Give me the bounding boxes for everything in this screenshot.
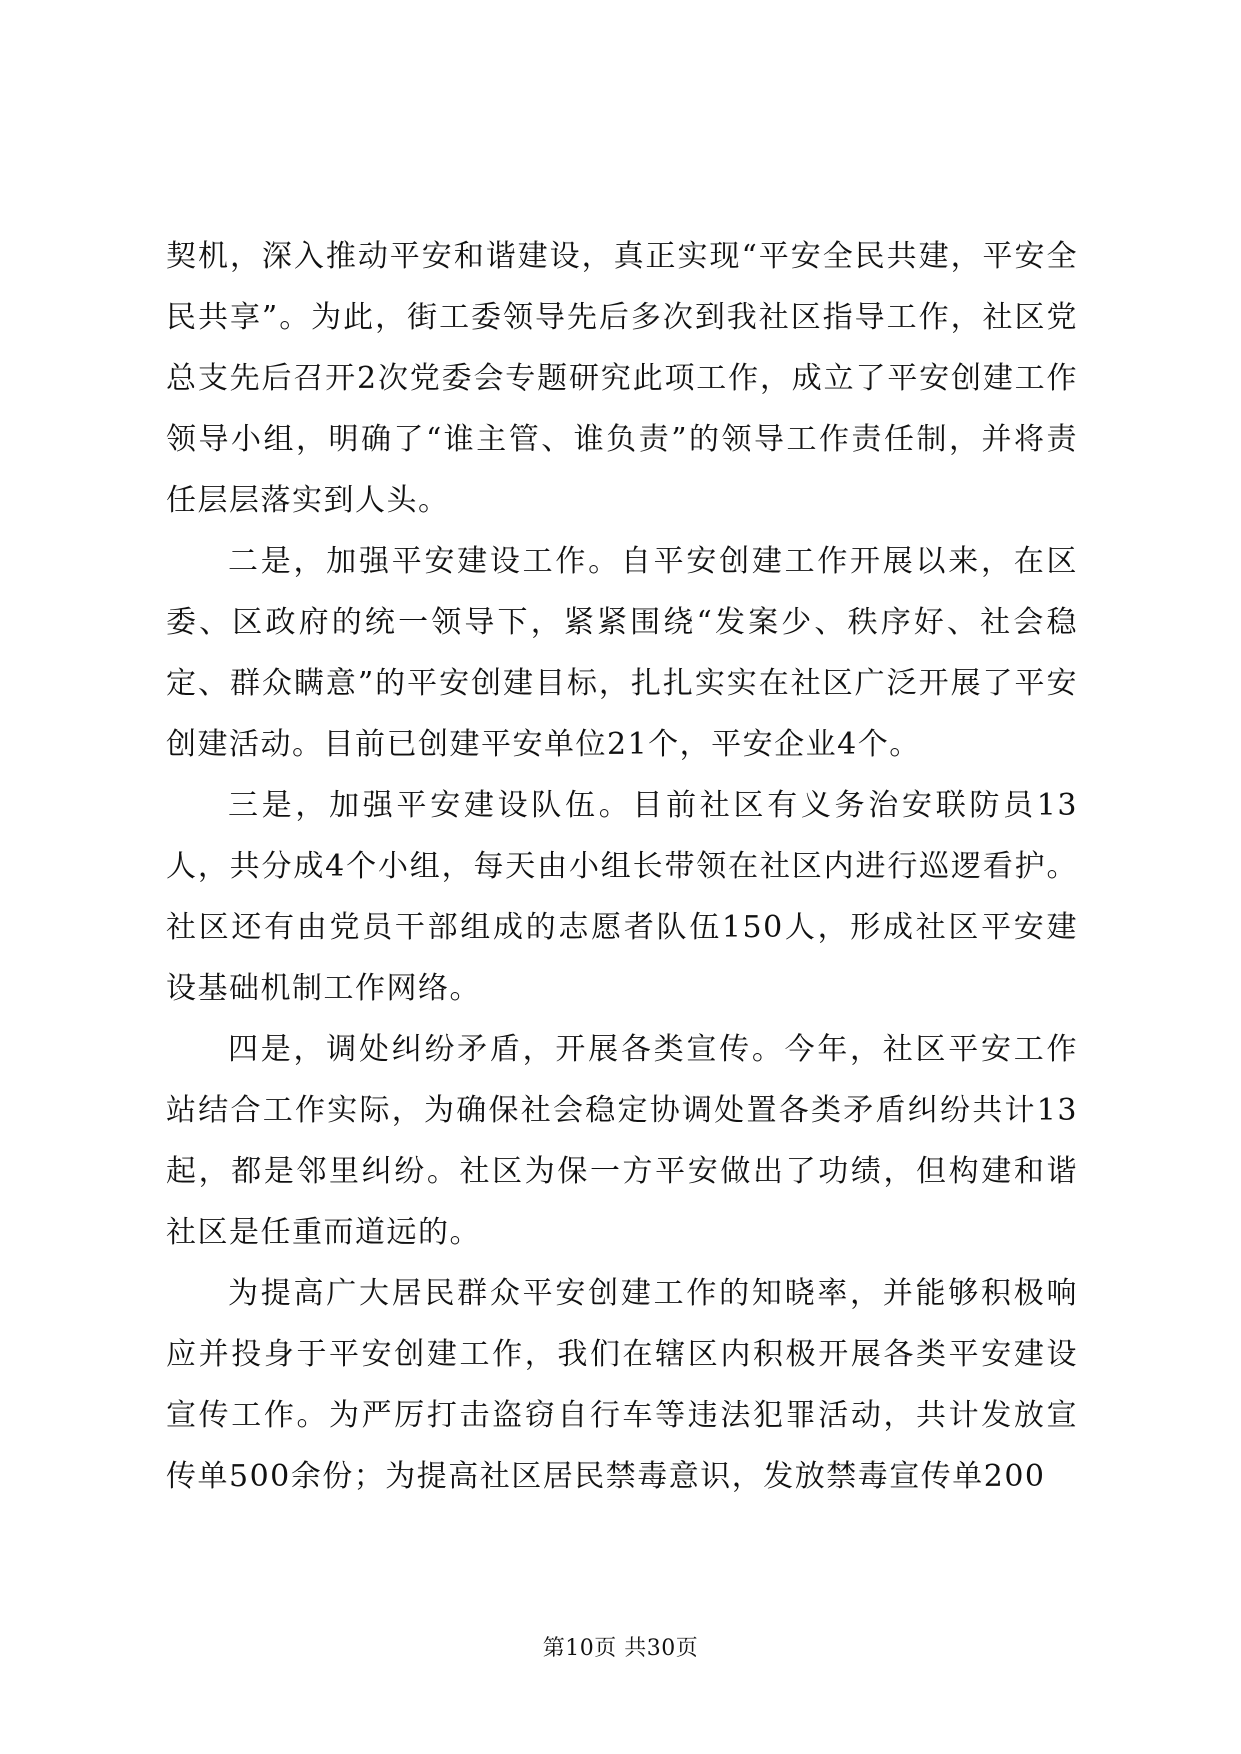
page-number-footer: 第10页 共30页 xyxy=(542,1636,699,1661)
document-body xyxy=(166,226,1078,1507)
paragraph-continuation: 契机，深入推动平安和谐建设，真正实现“平安全民共建，平安全民共享”。为此，街工委领导先后多次到我社区指导工作，社区党总支先后召开2次党委会专题研究此项工作，成立了平安创建工作领导小组，明确了“谁主管、谁负责”的领导工作责任制，并将责任层层落实到人头。 xyxy=(166,239,1078,518)
paragraph-publicity: 为提高广大居民群众平安创建工作的知晓率，并能够积极响应并投身于平安创建工作，我们在辖区内积极开展各类平安建设宣传工作。为严厉打击盗窃自行车等违法犯罪活动，共计发放宣传单500余份；为提高社区居民禁毒意识，发放禁毒宣传单200 xyxy=(166,1276,1078,1494)
paragraph-item-four: 四是，调处纠纷矛盾，开展各类宣传。今年，社区平安工作站结合工作实际，为确保社会稳定协调处置各类矛盾纠纷共计13起，都是邻里纠纷。社区为保一方平安做出了功绩，但构建和谐社区是任重而道远的。 xyxy=(166,1032,1078,1250)
paragraph-item-two: 二是，加强平安建设工作。自平安创建工作开展以来，在区委、区政府的统一领导下，紧紧围绕“发案少、秩序好、社会稳定、群众瞒意”的平安创建目标，扎扎实实在社区广泛开展了平安创建活动。目前已创建平安单位21个，平安企业4个。 xyxy=(166,544,1078,762)
paragraph-item-three: 三是，加强平安建设队伍。目前社区有义务治安联防员13人，共分成4个小组，每天由小组长带领在社区内进行巡逻看护。社区还有由党员干部组成的志愿者队伍150人，形成社区平安建设基础机制工作网络。 xyxy=(166,788,1078,1006)
